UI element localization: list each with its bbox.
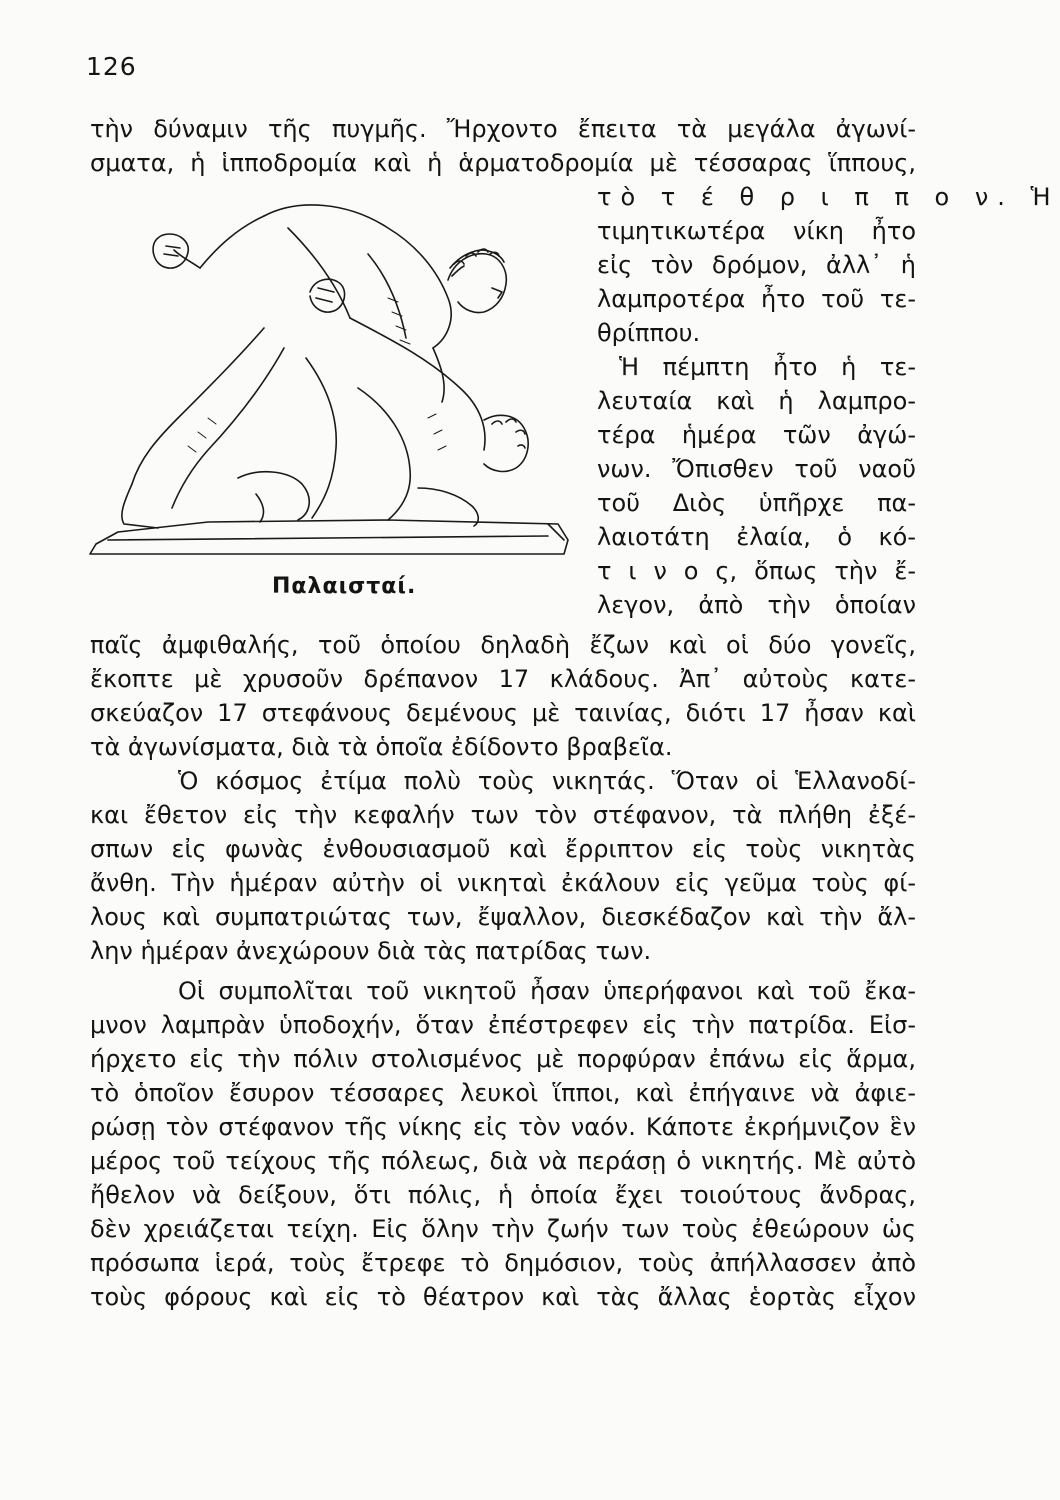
text-line xyxy=(597,180,1060,214)
text-line: ήρχετο εἰς τὴν πόλιν στολισμένος μὲ πορφύραν ἐπάνω εἰς ἅρμα, xyxy=(90,1045,916,1073)
text-line: λους καὶ συμπατριώτας των, ἔψαλλον, διεσκέδαζον καὶ τὴν ἄλ- xyxy=(90,903,916,931)
figure-caption: Παλαισταί. xyxy=(272,574,417,599)
text-line: τοῦ Διὸς ὑπῆρχε πα- xyxy=(597,489,916,517)
wrestlers-statue-icon xyxy=(88,188,580,578)
text-line: πρόσωπα ἱερά, τοὺς ἔτρεφε τὸ δημόσιον, τοὺς ἀπήλλασσεν ἀπὸ xyxy=(90,1249,916,1277)
text-line: λαμπροτέρα ἦτο τοῦ τε- xyxy=(597,285,916,313)
text-line: λευταία καὶ ἡ λαμπρο- xyxy=(597,387,916,415)
text-line: εἰς τὸν δρόμον, ἀλλ᾽ ἡ xyxy=(597,251,916,279)
text-line: ἤθελον νὰ δείξουν, ὅτι πόλις, ἡ ὁποία ἔχει τοιούτους ἄνδρας, xyxy=(90,1181,916,1209)
page-number: 126 xyxy=(86,52,137,81)
text-line: θρίππου. xyxy=(597,319,701,347)
text-line: τέρα ἡμέρα τῶν ἀγώ- xyxy=(597,421,916,449)
text-line: και ἔθετον εἰς τὴν κεφαλήν των τὸν στέφανον, τὰ πλήθη ἐξέ- xyxy=(90,801,916,829)
text-line: τὸ ὁποῖον ἔσυρον τέσσαρες λευκοὶ ἵπποι, καὶ ἐπήγαινε νὰ ἀφιε- xyxy=(90,1079,916,1107)
text-line: τὴν δύναμιν τῆς πυγμῆς. Ἤρχοντο ἔπειτα τὰ μεγάλα ἀγωνί- xyxy=(90,115,916,143)
text-line: Ὁ κόσμος ἐτίμα πολὺ τοὺς νικητάς. Ὅταν οἱ Ἑλλανοδί- xyxy=(178,767,916,795)
text-line: μέρος τοῦ τείχους τῆς πόλεως, διὰ νὰ περάσῃ ὁ νικητής. Μὲ αὐτὸ xyxy=(90,1147,916,1175)
text-line: σματα, ἡ ἱπποδρομία καὶ ἡ ἁρματοδρομία μὲ τέσσαρας ἵππους, xyxy=(90,149,916,177)
text-line: Ἡ πέμπτη ἦτο ἡ τε- xyxy=(619,353,916,381)
text-line: λαιοτάτη ἐλαία, ὁ κό- xyxy=(597,523,916,551)
text-line: παῖς ἀμφιθαλής, τοῦ ὁποίου δηλαδὴ ἔζων καὶ οἱ δύο γονεῖς, xyxy=(90,631,916,659)
text-line: ἔκοπτε μὲ χρυσοῦν δρέπανον 17 κλάδους. Ἀπ᾽ αὐτοὺς κατε- xyxy=(90,665,916,693)
text-line: λην ἡμέραν ἀνεχώρουν διὰ τὰς πατρίδας των. xyxy=(90,937,652,965)
text-line: τ ι ν ο ς, ὅπως τὴν ἔ- xyxy=(597,557,916,585)
text-line: τὰ ἀγωνίσματα, διὰ τὰ ὁποῖα ἐδίδοντο βραβεῖα. xyxy=(90,733,673,761)
wrestlers-figure xyxy=(88,188,580,578)
text-line: ρώσῃ τὸν στέφανον τῆς νίκης εἰς τὸν ναόν. Κάποτε ἐκρήμνιζον ἓν xyxy=(90,1113,916,1141)
text-line: νων. Ὄπισθεν τοῦ ναοῦ xyxy=(597,455,916,483)
text-line: μνον λαμπρὰν ὑποδοχήν, ὅταν ἐπέστρεφεν εἰς τὴν πατρίδα. Εἰσ- xyxy=(90,1011,916,1039)
text-line: σπων εἰς φωνὰς ἐνθουσιασμοῦ καὶ ἔρριπτον εἰς τοὺς νικητὰς xyxy=(90,835,916,863)
text-line: τιμητικωτέρα νίκη ἦτο xyxy=(597,217,916,245)
text-line: δὲν χρειάζεται τείχη. Εἰς ὅλην τὴν ζωήν των τοὺς ἐθεώρουν ὡς xyxy=(90,1215,916,1243)
text-line-content: τὸ τ έ θ ρ ι π π ο ν. Ἡ xyxy=(597,183,1060,211)
text-line: τοὺς φόρους καὶ εἰς τὸ θέατρον καὶ τὰς ἄλλας ἑορτὰς εἶχον xyxy=(90,1283,916,1311)
text-line: ἄνθη. Τὴν ἡμέραν αὐτὴν οἱ νικηταὶ ἐκάλουν εἰς γεῦμα τοὺς φί- xyxy=(90,869,916,897)
text-line: Οἱ συμπολῖται τοῦ νικητοῦ ἦσαν ὑπερήφανοι καὶ τοῦ ἔκα- xyxy=(178,977,916,1005)
text-line: σκεύαζον 17 στεφάνους δεμένους μὲ ταινίας, διότι 17 ἦσαν καὶ xyxy=(90,699,916,727)
text-line: λεγον, ἀπὸ τὴν ὁποίαν xyxy=(597,591,916,619)
